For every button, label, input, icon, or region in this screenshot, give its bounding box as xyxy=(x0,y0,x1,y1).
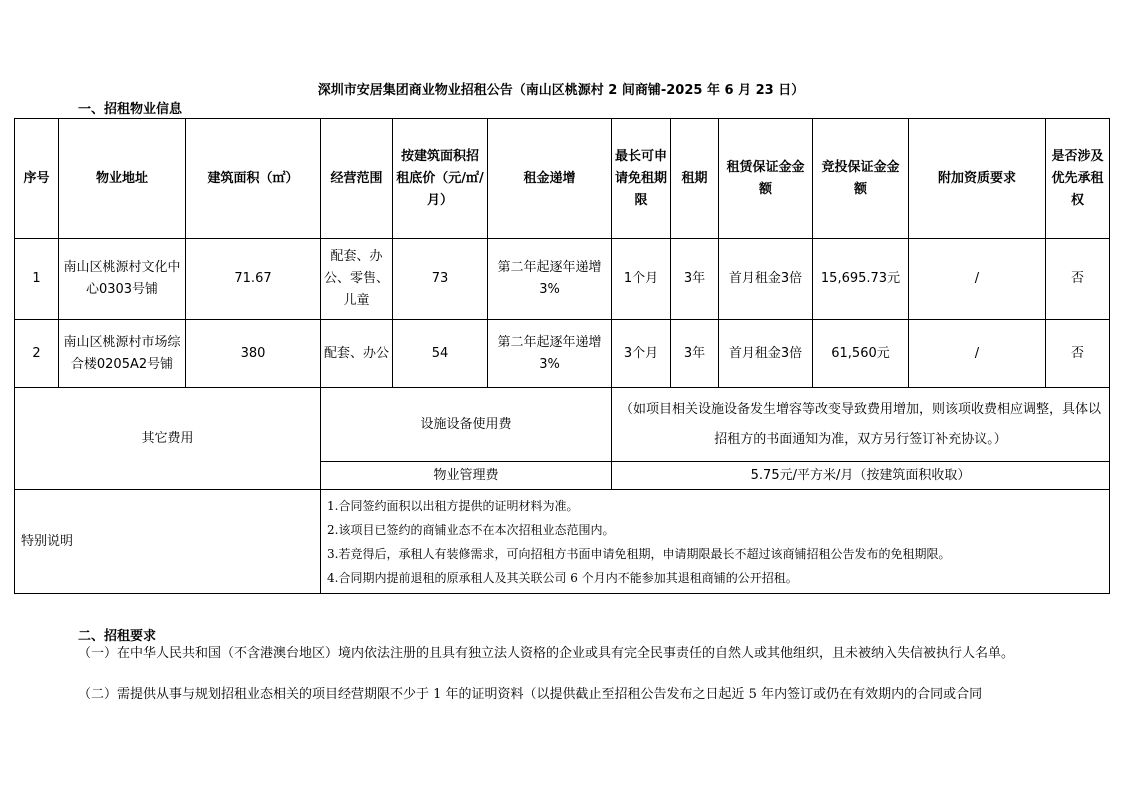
cell-increase: 第二年起逐年递增3% xyxy=(488,320,612,388)
property-table xyxy=(14,118,1110,594)
facility-fee-label: 设施设备使用费 xyxy=(321,388,612,462)
cell-area: 71.67 xyxy=(186,239,321,320)
cell-area: 380 xyxy=(186,320,321,388)
header-priority: 是否涉及优先承租权 xyxy=(1046,119,1110,239)
cell-no: 2 xyxy=(15,320,59,388)
special-notes-label: 特别说明 xyxy=(15,490,321,594)
header-address: 物业地址 xyxy=(59,119,186,239)
cell-priority: 否 xyxy=(1046,320,1110,388)
cell-price: 73 xyxy=(393,239,488,320)
requirement-paragraph-1: （一）在中华人民共和国（不含港澳台地区）境内依法注册的且具有独立法人资格的企业或具有完全民事责任的自然人或其他组织，且未被纳入失信被执行人名单。 xyxy=(78,646,1015,661)
cell-address: 南山区桃源村市场综合楼0205A2号铺 xyxy=(59,320,186,388)
cell-bid-deposit: 61,560元 xyxy=(813,320,909,388)
table-row xyxy=(15,239,1110,320)
special-note-item: 1.合同签约面积以出租方提供的证明材料为准。 xyxy=(327,498,579,513)
header-free-period: 最长可申请免租期限 xyxy=(612,119,671,239)
section-heading-requirements: 二、招租要求 xyxy=(78,629,157,644)
cell-extra-req: / xyxy=(909,320,1046,388)
cell-extra-req: / xyxy=(909,239,1046,320)
mgmt-fee-label: 物业管理费 xyxy=(321,462,612,490)
section-heading-property-info: 一、招租物业信息 xyxy=(78,102,183,117)
cell-price: 54 xyxy=(393,320,488,388)
cell-address: 南山区桃源村文化中心0303号铺 xyxy=(59,239,186,320)
cell-free-period: 3个月 xyxy=(612,320,671,388)
facility-fee-value: （如项目相关设施设备发生增容等改变导致费用增加，则该项收费相应调整，具体以招租方的书面通知为准，双方另行签订补充协议。） xyxy=(612,388,1110,462)
header-no: 序号 xyxy=(15,119,59,239)
cell-term: 3年 xyxy=(671,239,719,320)
header-area: 建筑面积（㎡） xyxy=(186,119,321,239)
special-note-item: 2.该项目已签约的商铺业态不在本次招租业态范围内。 xyxy=(327,522,615,537)
cell-lease-deposit: 首月租金3倍 xyxy=(719,320,813,388)
cell-lease-deposit: 首月租金3倍 xyxy=(719,239,813,320)
table-header-row xyxy=(15,119,1110,239)
header-increase: 租金递增 xyxy=(488,119,612,239)
mgmt-fee-value: 5.75元/平方米/月（按建筑面积收取） xyxy=(612,462,1110,490)
header-term: 租期 xyxy=(671,119,719,239)
other-fees-label: 其它费用 xyxy=(15,388,321,490)
header-bid-deposit: 竞投保证金金额 xyxy=(813,119,909,239)
cell-free-period: 1个月 xyxy=(612,239,671,320)
header-extra-req: 附加资质要求 xyxy=(909,119,1046,239)
header-price: 按建筑面积招租底价（元/㎡/月） xyxy=(393,119,488,239)
cell-scope: 配套、办公 xyxy=(321,320,393,388)
header-scope: 经营范围 xyxy=(321,119,393,239)
page-title: 深圳市安居集团商业物业招租公告（南山区桃源村 2 间商铺-2025 年 6 月 23 日） xyxy=(317,83,805,98)
special-note-item: 4.合同期内提前退租的原承租人及其关联公司 6 个月内不能参加其退租商铺的公开招租。 xyxy=(327,570,798,585)
requirement-paragraph-2: （二）需提供从事与规划招租业态相关的项目经营期限不少于 1 年的证明资料（以提供截止至招租公告发布之日起近 5 年内签订或仍在有效期内的合同或合同 xyxy=(78,687,983,702)
cell-priority: 否 xyxy=(1046,239,1110,320)
cell-increase: 第二年起逐年递增3% xyxy=(488,239,612,320)
other-fees-row xyxy=(15,388,1110,462)
special-notes-list xyxy=(321,490,1110,594)
cell-bid-deposit: 15,695.73元 xyxy=(813,239,909,320)
cell-term: 3年 xyxy=(671,320,719,388)
cell-no: 1 xyxy=(15,239,59,320)
special-notes-row xyxy=(15,490,1110,594)
cell-scope: 配套、办公、零售、儿童 xyxy=(321,239,393,320)
header-lease-deposit: 租赁保证金金额 xyxy=(719,119,813,239)
table-row xyxy=(15,320,1110,388)
special-note-item: 3.若竞得后，承租人有装修需求，可向招租方书面申请免租期，申请期限最长不超过该商铺招租公告发布的免租期限。 xyxy=(327,546,951,561)
